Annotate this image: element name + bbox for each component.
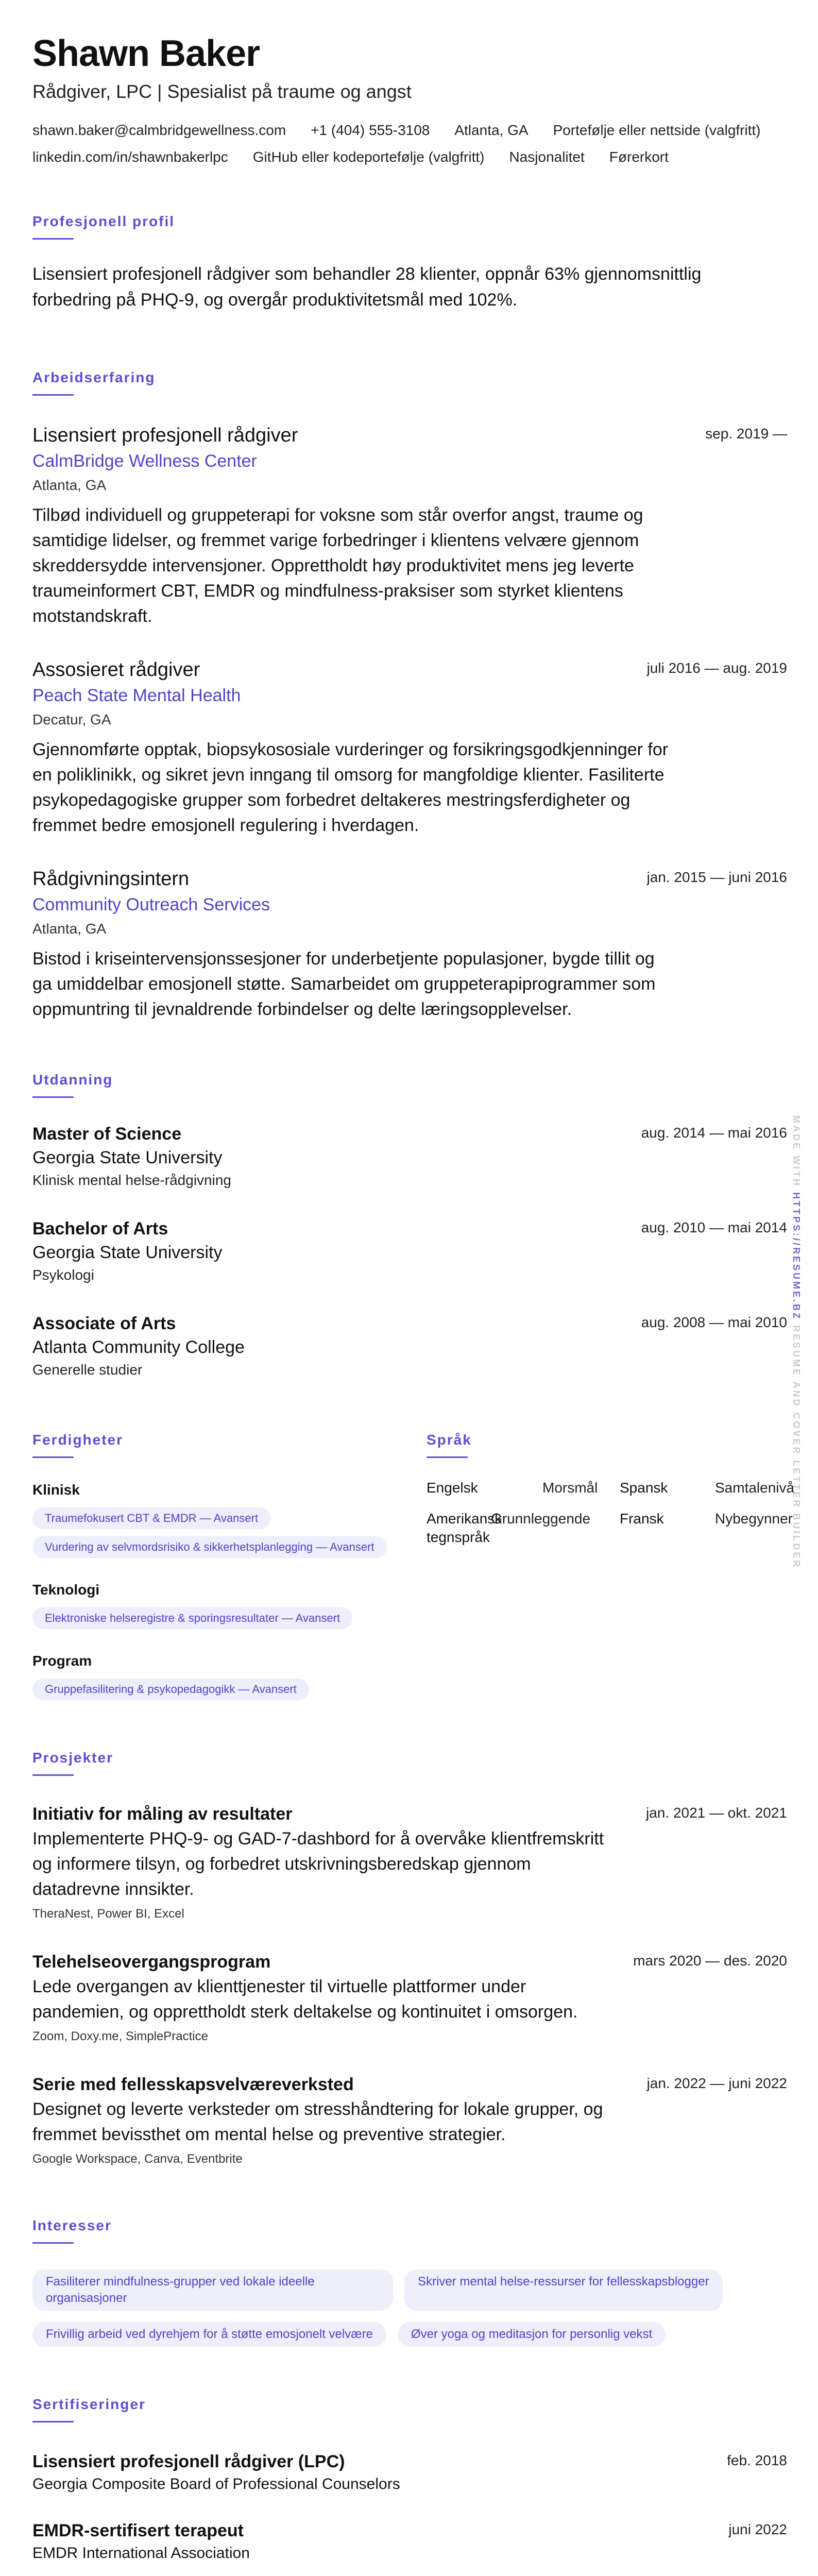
study-field: Generelle studier <box>32 1362 143 1378</box>
project-tools: Zoom, Doxy.me, SimplePractice <box>32 2029 208 2043</box>
skill-chip: Traumefokusert CBT & EMDR — Avansert <box>32 1507 270 1529</box>
education-section <box>32 1072 787 1380</box>
skill-group-name: Klinisk <box>32 1482 80 1498</box>
job-employer: CalmBridge Wellness Center <box>32 451 257 471</box>
job-title: Lisensiert profesjonell rådgiver <box>32 425 298 446</box>
contact-linkedin[interactable]: linkedin.com/in/shawnbakerlpc <box>32 149 228 165</box>
interest-chip: Øver yoga og meditasjon for personlig vekst <box>398 2322 666 2347</box>
project-date: mars 2020 — des. 2020 <box>633 1953 787 1969</box>
section-divider <box>427 1456 468 1458</box>
language-level: Grunnleggende <box>491 1511 591 1527</box>
watermark-suffix: RESUME AND COVER LETTER BUILDER <box>791 1325 802 1569</box>
certification-issuer: Georgia Composite Board of Professional Counselors <box>32 2476 400 2493</box>
projects-section <box>32 1750 787 2168</box>
school-name: Georgia State University <box>32 1243 223 1262</box>
section-title: Språk <box>427 1432 472 1448</box>
candidate-subtitle: Rådgiver, LPC | Spesialist på traume og angst <box>32 81 412 102</box>
language-level: Samtalenivå <box>715 1480 795 1496</box>
experience-item <box>32 658 787 838</box>
language-name: Spansk <box>620 1480 668 1496</box>
project-description: Designet og leverte verksteder om stresshåndtering for lokale grupper, og fremmet bevissthet om mental helse og preventive strategier. <box>32 2099 603 2144</box>
degree-name: Master of Science <box>32 1124 182 1144</box>
job-date: juli 2016 — aug. 2019 <box>646 660 787 676</box>
job-date: sep. 2019 — <box>705 426 787 442</box>
project-name: Serie med fellesskapsvelværeverksted <box>32 2075 354 2094</box>
contact-phone[interactable]: +1 (404) 555-3108 <box>311 122 430 138</box>
job-title: Assosieret rådgiver <box>32 659 200 681</box>
study-field: Klinisk mental helse-rådgivning <box>32 1172 231 1188</box>
section-divider <box>32 1096 74 1098</box>
project-description: Implementerte PHQ-9- og GAD-7-dashbord for å overvåke klientfremskritt og informere tilsyn, og forbedret utskrivningsberedskap gjennom datadrevne innsikter. <box>32 1829 604 1899</box>
section-divider <box>32 2242 74 2244</box>
interest-chip: Skriver mental helse-ressurser for fellesskapsblogger <box>404 2269 723 2311</box>
project-description: Lede overgangen av klienttjenester til virtuelle plattformer under pandemien, og opprettholdt sterk deltakelse og kontinuitet i omsorgen. <box>32 1977 578 2022</box>
experience-list <box>32 423 787 1022</box>
project-date: jan. 2021 — okt. 2021 <box>646 1805 787 1821</box>
project-item <box>32 2073 787 2168</box>
project-item <box>32 1803 787 1923</box>
certification-list <box>32 2450 787 2564</box>
section-divider <box>32 1774 74 1776</box>
project-date: jan. 2022 — juni 2022 <box>646 2075 787 2091</box>
language-name: Engelsk <box>427 1480 478 1496</box>
education-date: aug. 2010 — mai 2014 <box>641 1219 787 1235</box>
contact-license: Førerkort <box>609 149 669 165</box>
skill-chip: Elektroniske helseregistre & sporingsresultater — Avansert <box>32 1607 352 1629</box>
certification-name: Lisensiert profesjonell rådgiver (LPC) <box>32 2452 345 2471</box>
experience-item <box>32 867 787 1022</box>
certification-name: EMDR-sertifisert terapeut <box>32 2521 244 2540</box>
job-description: Gjennomførte opptak, biopsykososiale vurderinger og forsikringsgodkjenninger for en poliklinikk, og sikret jevn inngang til omsorg for mangfoldige klienter. Fasiliterte psykopedagogiske grupper som forbedret deltakeres mestringsferdigheter og fremmet bedre emosjonell regulering i hverdagen. <box>32 740 669 835</box>
section-divider <box>32 238 74 240</box>
candidate-name: Shawn Baker <box>32 33 260 74</box>
skill-group <box>32 1481 427 1558</box>
certification-item <box>32 2450 787 2495</box>
skill-chips <box>32 1507 427 1558</box>
contact-nationality: Nasjonalitet <box>509 149 585 165</box>
languages-section <box>427 1432 795 1700</box>
job-employer: Peach State Mental Health <box>32 686 241 705</box>
section-divider <box>32 2421 74 2422</box>
project-list <box>32 1803 787 2168</box>
education-date: aug. 2008 — mai 2010 <box>641 1314 787 1330</box>
project-item <box>32 1951 787 2045</box>
skill-chip: Gruppefasilitering & psykopedagogikk — Avansert <box>32 1679 309 1700</box>
contact-github[interactable]: GitHub eller kodeportefølje (valgfritt) <box>252 149 485 165</box>
certification-date: feb. 2018 <box>727 2452 787 2468</box>
interest-chip: Fasiliterer mindfulness-grupper ved lokale ideelle organisasjoner <box>32 2269 393 2311</box>
certification-item <box>32 2519 787 2564</box>
job-location: Decatur, GA <box>32 711 111 727</box>
watermark-link[interactable]: HTTPS://RESUME.BZ <box>791 1192 802 1321</box>
education-date: aug. 2014 — mai 2016 <box>641 1125 787 1141</box>
section-divider <box>32 394 74 396</box>
section-title: Arbeidserfaring <box>32 369 156 385</box>
skill-chips <box>32 1679 427 1700</box>
watermark-prefix: MADE WITH <box>791 1115 802 1188</box>
language-name: Fransk <box>620 1511 664 1527</box>
degree-name: Associate of Arts <box>32 1314 176 1333</box>
section-divider <box>32 1456 74 1458</box>
section-title: Ferdigheter <box>32 1432 124 1448</box>
education-item <box>32 1312 787 1380</box>
job-title: Rådgivningsintern <box>32 868 190 890</box>
study-field: Psykologi <box>32 1267 94 1283</box>
project-name: Telehelseovergangsprogram <box>32 1952 271 1972</box>
education-item <box>32 1123 787 1191</box>
certification-date: juni 2022 <box>728 2521 787 2537</box>
skill-chip: Vurdering av selvmordsrisiko & sikkerhetsplanlegging — Avansert <box>32 1536 387 1558</box>
language-level: Nybegynner <box>715 1511 793 1527</box>
skill-chips <box>32 1607 427 1629</box>
project-name: Initiativ for måling av resultater <box>32 1804 293 1824</box>
section-title: Sertifiseringer <box>32 2396 146 2412</box>
interests-section <box>32 2217 787 2347</box>
skills-section <box>32 1432 427 1700</box>
interest-chip: Frivillig arbeid ved dyrehjem for å støtte emosjonelt velvære <box>32 2322 386 2347</box>
project-tools: Google Workspace, Canva, Eventbrite <box>32 2152 243 2166</box>
contact-location: Atlanta, GA <box>454 122 529 138</box>
language-name: Amerikansk tegnspråk <box>427 1511 502 1545</box>
education-item <box>32 1217 787 1285</box>
section-title: Prosjekter <box>32 1750 113 1766</box>
job-location: Atlanta, GA <box>32 921 107 937</box>
section-title: Utdanning <box>32 1072 113 1088</box>
experience-item <box>32 423 787 629</box>
job-description: Bistod i kriseintervensjonssesjoner for underbetjente populasjoner, bygde tillit og ga umiddelbar emosjonell støtte. Samarbeidet om gruppeterapiprogrammer som oppmuntring til jevnaldrende forbindelser og delte læringsopplevelser. <box>32 949 656 1019</box>
skill-group <box>32 1652 427 1700</box>
school-name: Georgia State University <box>32 1148 223 1167</box>
section-title: Profesjonell profil <box>32 213 175 229</box>
certifications-section <box>32 2396 787 2564</box>
made-with-watermark <box>791 1115 802 1569</box>
contact-list <box>32 122 795 166</box>
contact-email[interactable]: shawn.baker@calmbridgewellness.com <box>32 122 286 138</box>
job-employer: Community Outreach Services <box>32 895 270 914</box>
interest-chips <box>32 2269 800 2347</box>
profile-section <box>32 213 787 313</box>
certification-issuer: EMDR International Association <box>32 2545 250 2562</box>
skill-group-name: Teknologi <box>32 1582 100 1598</box>
profile-text: Lisensiert profesjonell rådgiver som behandler 28 klienter, oppnår 63% gjennomsnittlig forbedring på PHQ-9, og overgår produktivitetsmål med 102%. <box>32 264 702 310</box>
school-name: Atlanta Community College <box>32 1337 245 1357</box>
education-list <box>32 1123 787 1380</box>
job-description: Tilbød individuell og gruppeterapi for voksne som står overfor angst, traume og samtidige lidelser, og fremmet varige forbedringer i klientens velvære gjennom skreddersydde intervensjoner. Opprettholdt høy produktivitet mens jeg leverte traumeinformert CBT, EMDR og mindfulness-praksiser som styrket klientens motstandskraft. <box>32 505 643 626</box>
job-location: Atlanta, GA <box>32 477 107 493</box>
job-date: jan. 2015 — juni 2016 <box>646 869 787 885</box>
language-list <box>427 1479 795 1547</box>
section-title: Interesser <box>32 2217 112 2233</box>
skill-group-name: Program <box>32 1653 92 1669</box>
skills-languages-row <box>32 1432 795 1700</box>
degree-name: Bachelor of Arts <box>32 1219 168 1239</box>
project-tools: TheraNest, Power BI, Excel <box>32 1907 184 1921</box>
contact-portfolio[interactable]: Portefølje eller nettside (valgfritt) <box>553 122 761 138</box>
skill-group <box>32 1581 427 1629</box>
experience-section <box>32 369 787 1022</box>
language-level: Morsmål <box>542 1480 598 1496</box>
